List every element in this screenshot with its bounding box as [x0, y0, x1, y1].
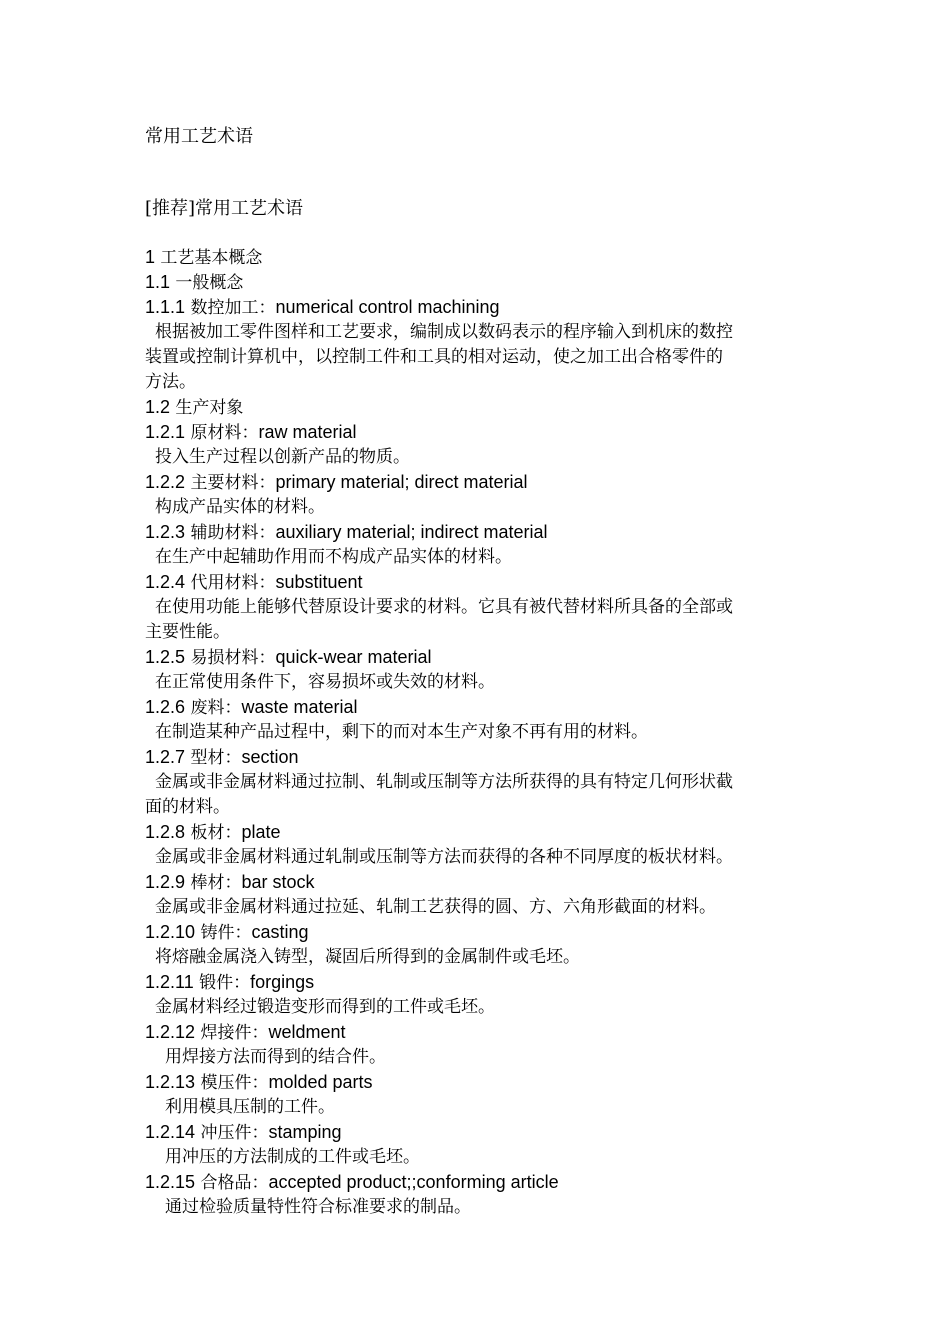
- definition-line: 装置或控制计算机中，以控制工件和工具的相对运动，使之加工出合格零件的: [145, 347, 723, 367]
- term-chinese: 易损材料：: [185, 648, 276, 668]
- term-english: plate: [241, 822, 281, 842]
- term-number: 1.2.15: [145, 1172, 196, 1192]
- definition-line: 在使用功能上能够代替原设计要求的材料。它具有被代替材料所具备的全部或: [155, 597, 733, 617]
- term-entry: [145, 520, 825, 545]
- term-chinese: 模压件：: [195, 1073, 269, 1093]
- term-entry: [145, 1170, 825, 1195]
- term-entry: [145, 745, 825, 770]
- term-chinese: 冲压件：: [195, 1123, 269, 1143]
- definition-line: 将熔融金属浇入铸型，凝固后所得到的金属制件或毛坯。: [155, 947, 580, 967]
- term-english: primary material; direct material: [275, 472, 528, 492]
- term-chinese: 原材料：: [185, 423, 259, 443]
- term-chinese: 工艺基本概念: [155, 248, 263, 268]
- term-number: 1.2.3: [145, 522, 186, 542]
- term-number: 1.2.6: [145, 697, 186, 717]
- term-chinese: 板材：: [185, 823, 242, 843]
- term-english: waste material: [241, 697, 358, 717]
- definition-line: 金属材料经过锻造变形而得到的工件或毛坯。: [155, 997, 495, 1017]
- definition-line: 用焊接方法而得到的结合件。: [165, 1047, 386, 1067]
- term-chinese: 一般概念: [170, 273, 244, 293]
- term-number: 1.1: [145, 272, 171, 292]
- section-heading: [145, 245, 825, 270]
- term-entry: [145, 570, 825, 595]
- term-number: 1.2.2: [145, 472, 186, 492]
- section-heading: [145, 270, 825, 295]
- term-english: weldment: [268, 1022, 346, 1042]
- term-english: stamping: [268, 1122, 342, 1142]
- term-number: 1.2.14: [145, 1122, 196, 1142]
- term-english: raw material: [258, 422, 357, 442]
- definition-line: 主要性能。: [145, 622, 230, 642]
- term-number: 1.2.4: [145, 572, 186, 592]
- term-english: casting: [251, 922, 309, 942]
- term-entry: [145, 1120, 825, 1145]
- term-chinese: 锻件：: [193, 973, 251, 993]
- term-chinese: 废料：: [185, 698, 242, 718]
- definition-line: 在制造某种产品过程中，剩下的而对本生产对象不再有用的材料。: [155, 722, 648, 742]
- document-subtitle: [推荐]常用工艺术语: [145, 198, 304, 219]
- document-title: 常用工艺术语: [145, 126, 253, 147]
- term-number: 1.2.1: [145, 422, 186, 442]
- term-number: 1: [145, 247, 156, 267]
- term-chinese: 辅助材料：: [185, 523, 276, 543]
- term-number: 1.2.7: [145, 747, 186, 767]
- term-number: 1.2.12: [145, 1022, 196, 1042]
- term-number: 1.2.10: [145, 922, 196, 942]
- term-chinese: 数控加工：: [185, 298, 276, 318]
- document-body: [145, 245, 825, 1220]
- definition-line: 在正常使用条件下，容易损坏或失效的材料。: [155, 672, 495, 692]
- term-number: 1.1.1: [145, 297, 186, 317]
- term-number: 1.2.5: [145, 647, 186, 667]
- term-english: forgings: [250, 972, 315, 992]
- term-chinese: 焊接件：: [195, 1023, 269, 1043]
- definition-line: 构成产品实体的材料。: [155, 497, 325, 517]
- term-number: 1.2.11: [145, 972, 194, 992]
- definition-line: 利用模具压制的工件。: [165, 1097, 335, 1117]
- term-english: accepted product;;conforming article: [268, 1172, 559, 1192]
- term-english: bar stock: [241, 872, 315, 892]
- definition-line: 根据被加工零件图样和工艺要求，编制成以数码表示的程序输入到机床的数控: [155, 322, 733, 342]
- term-number: 1.2.8: [145, 822, 186, 842]
- term-number: 1.2.9: [145, 872, 186, 892]
- term-number: 1.2: [145, 397, 171, 417]
- term-chinese: 合格品：: [195, 1173, 269, 1193]
- term-chinese: 棒材：: [185, 873, 242, 893]
- definition-line: 投入生产过程以创新产品的物质。: [155, 447, 410, 467]
- definition-line: 面的材料。: [145, 797, 230, 817]
- definition-line: 金属或非金属材料通过拉延、轧制工艺获得的圆、方、六角形截面的材料。: [155, 897, 716, 917]
- term-entry: [145, 420, 825, 445]
- definition-line: 金属或非金属材料通过拉制、轧制或压制等方法所获得的具有特定几何形状截: [155, 772, 733, 792]
- term-entry: [145, 820, 825, 845]
- term-entry: [145, 1020, 825, 1045]
- term-entry: [145, 295, 825, 320]
- term-english: section: [241, 747, 299, 767]
- term-entry: [145, 1070, 825, 1095]
- term-entry: [145, 470, 825, 495]
- definition-line: 在生产中起辅助作用而不构成产品实体的材料。: [155, 547, 512, 567]
- term-chinese: 主要材料：: [185, 473, 276, 493]
- term-entry: [145, 695, 825, 720]
- term-chinese: 型材：: [185, 748, 242, 768]
- definition-line: 通过检验质量特性符合标准要求的制品。: [165, 1197, 471, 1217]
- term-english: quick-wear material: [275, 647, 432, 667]
- term-number: 1.2.13: [145, 1072, 196, 1092]
- definition-line: 用冲压的方法制成的工件或毛坯。: [165, 1147, 420, 1167]
- term-chinese: 生产对象: [170, 398, 244, 418]
- term-entry: [145, 920, 825, 945]
- term-english: substituent: [275, 572, 363, 592]
- term-chinese: 代用材料：: [185, 573, 276, 593]
- term-english: numerical control machining: [275, 297, 500, 317]
- definition-line: 方法。: [145, 372, 196, 392]
- term-english: molded parts: [268, 1072, 373, 1092]
- term-chinese: 铸件：: [195, 923, 252, 943]
- section-heading: [145, 395, 825, 420]
- term-entry: [145, 645, 825, 670]
- term-english: auxiliary material; indirect material: [275, 522, 548, 542]
- definition-line: 金属或非金属材料通过轧制或压制等方法而获得的各种不同厚度的板状材料。: [155, 847, 733, 867]
- term-entry: [145, 870, 825, 895]
- term-entry: [145, 970, 825, 995]
